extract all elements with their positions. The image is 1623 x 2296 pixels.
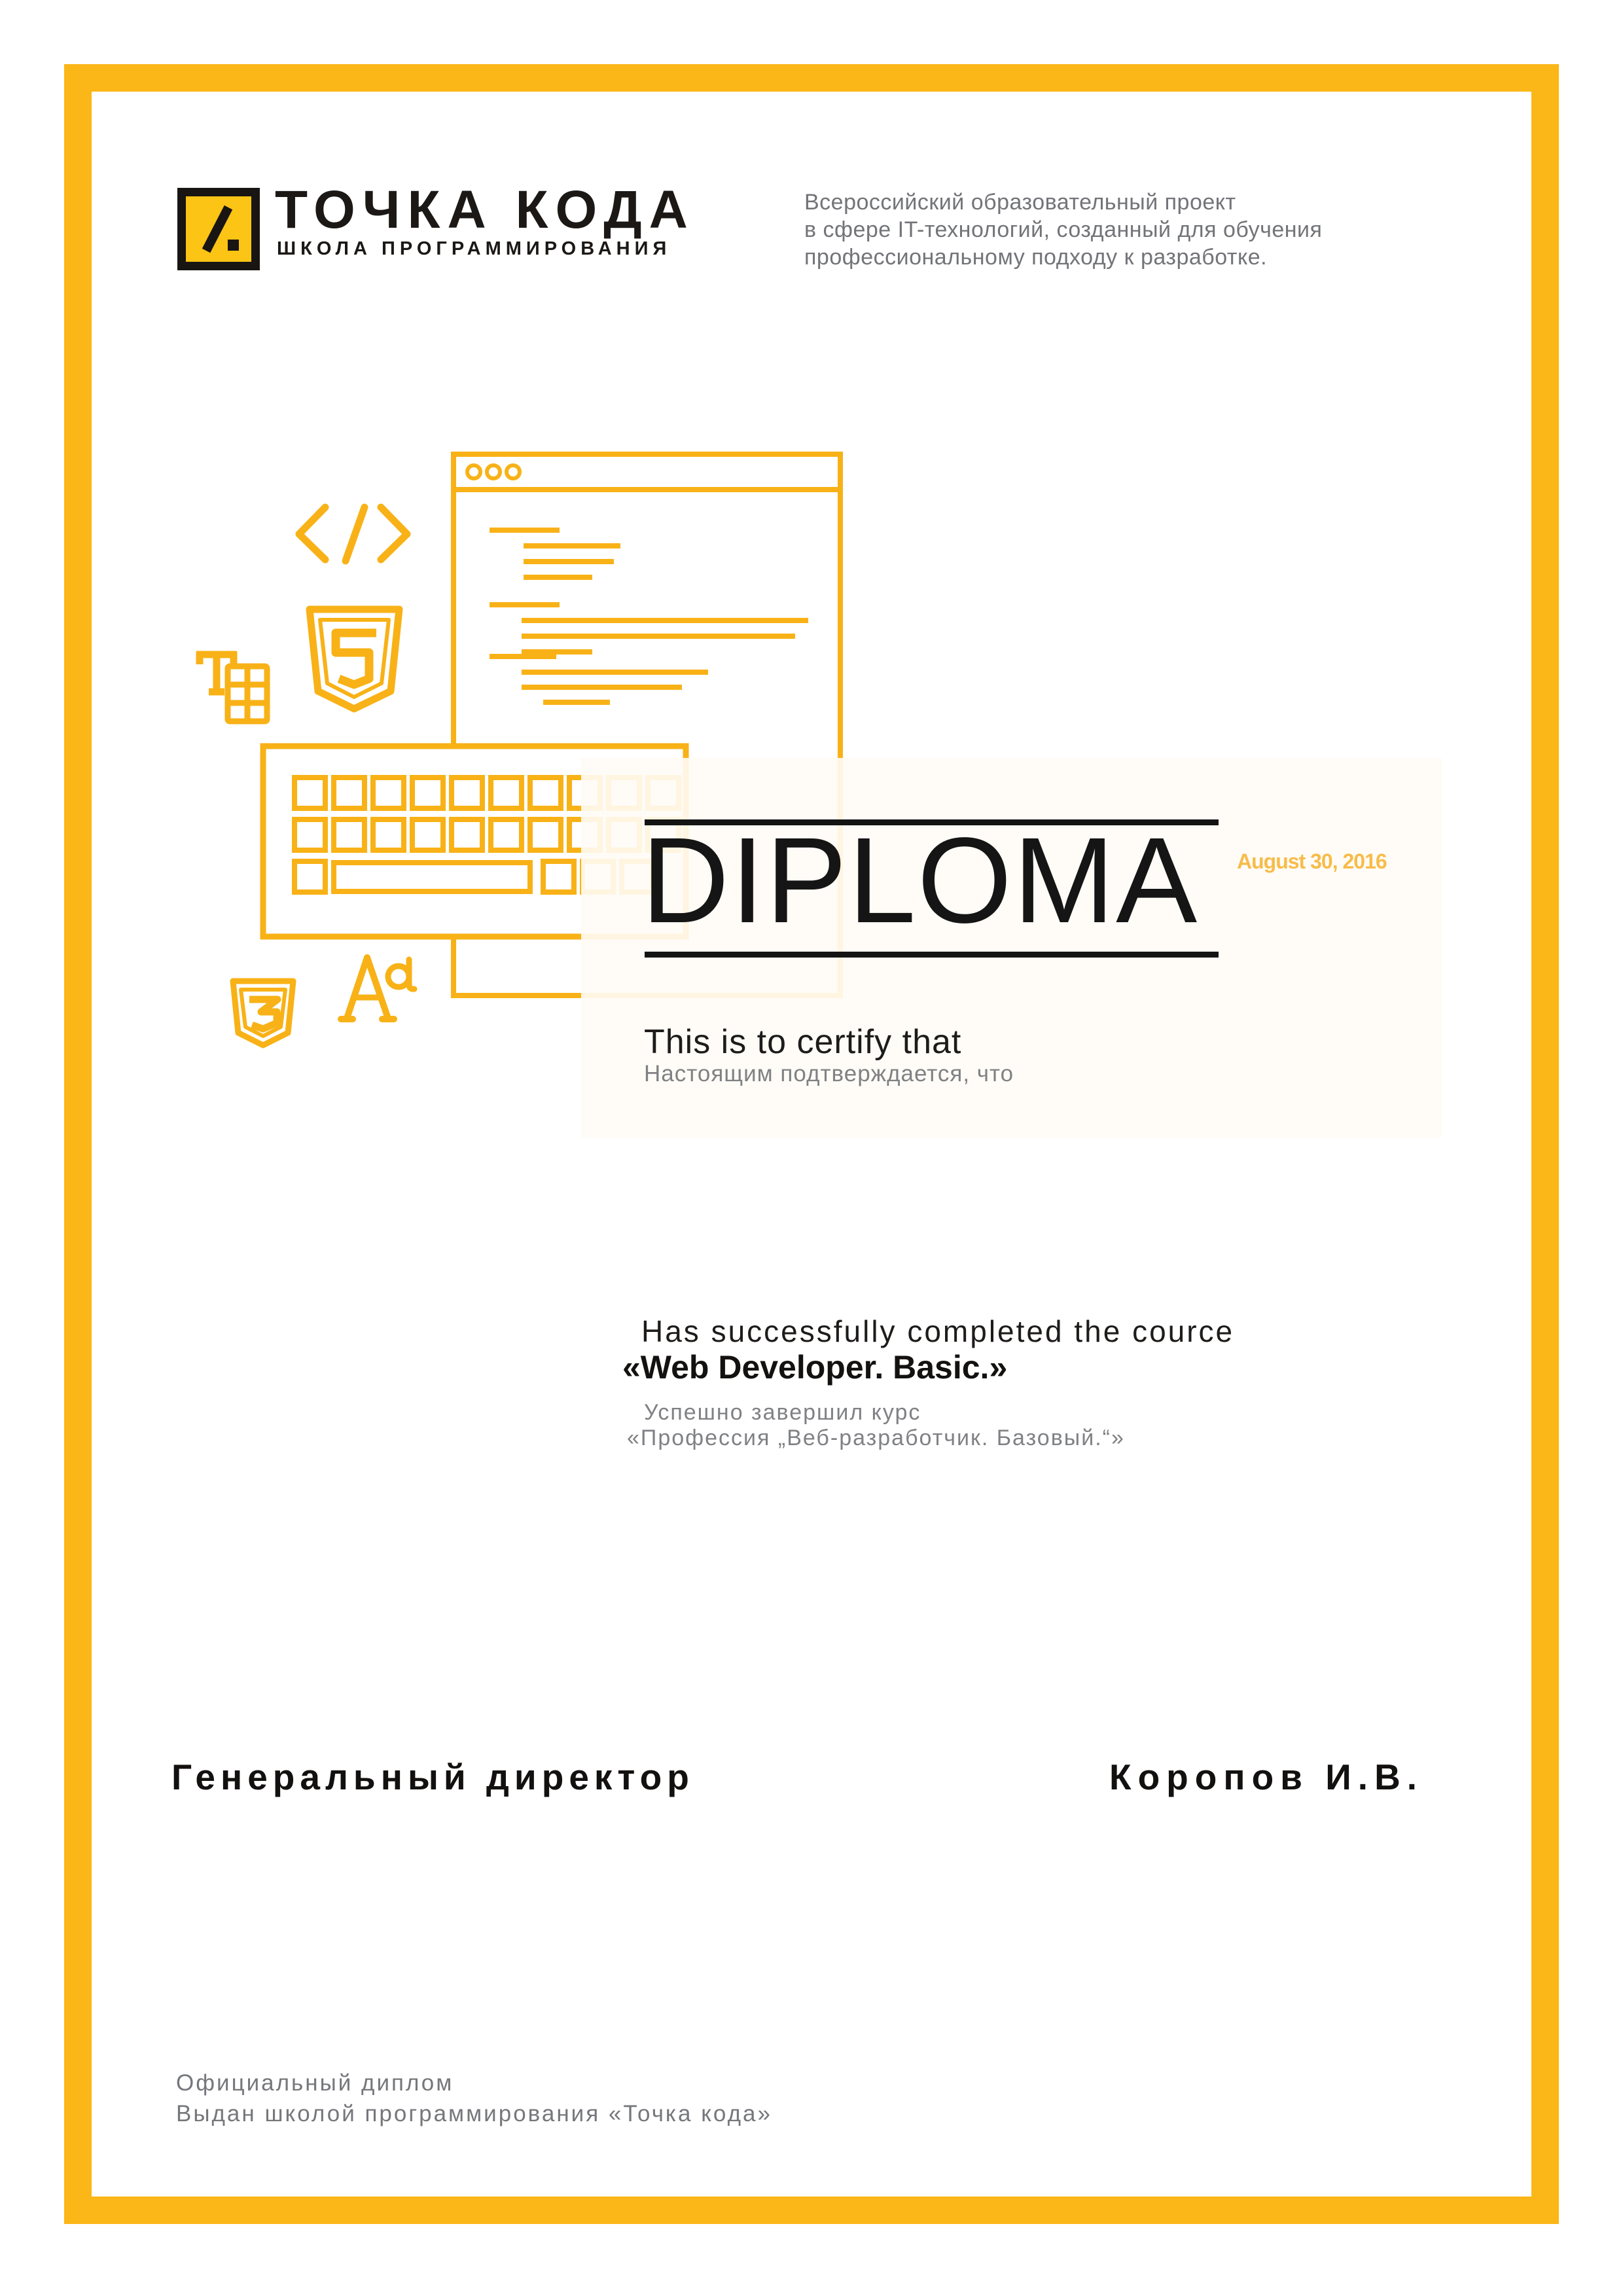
completion-text-ru: Успешно завершил курс	[644, 1400, 921, 1425]
tagline-line: профессиональному подходу к разработке.	[804, 245, 1268, 270]
certify-text-en: This is to certify that	[644, 1023, 962, 1061]
border-frame	[64, 64, 1559, 2224]
course-title-ru: «Профессия „Веб-разработчик. Базовый.“»	[627, 1426, 1125, 1450]
footer-note-line1: Официальный диплом	[176, 2070, 454, 2096]
completion-text-en: Has successfully completed the cource	[641, 1314, 1235, 1348]
tagline-line: в сфере IT-технологий, созданный для обучения	[804, 217, 1323, 242]
course-title: «Web Developer. Basic.»	[622, 1349, 1008, 1386]
brand-title: ТОЧКА КОДА	[275, 180, 695, 240]
director-role: Генеральный директор	[171, 1757, 694, 1797]
footer-note-line2: Выдан школой программирования «Точка кода»	[176, 2101, 772, 2126]
diploma-bottom-rule	[645, 952, 1219, 958]
brand-subtitle: ШКОЛА ПРОГРАММИРОВАНИЯ	[277, 238, 671, 259]
tagline-line: Всероссийский образовательный проект	[804, 190, 1236, 215]
certify-text-ru: Настоящим подтверждается, что	[644, 1061, 1014, 1086]
footer-note	[176, 2068, 772, 2129]
diploma-title: DIPLOMA	[641, 813, 1199, 948]
company-tagline	[804, 188, 1322, 271]
diploma-date: August 30, 2016	[1237, 850, 1387, 873]
director-name: Коропов И.В.	[1109, 1757, 1424, 1797]
